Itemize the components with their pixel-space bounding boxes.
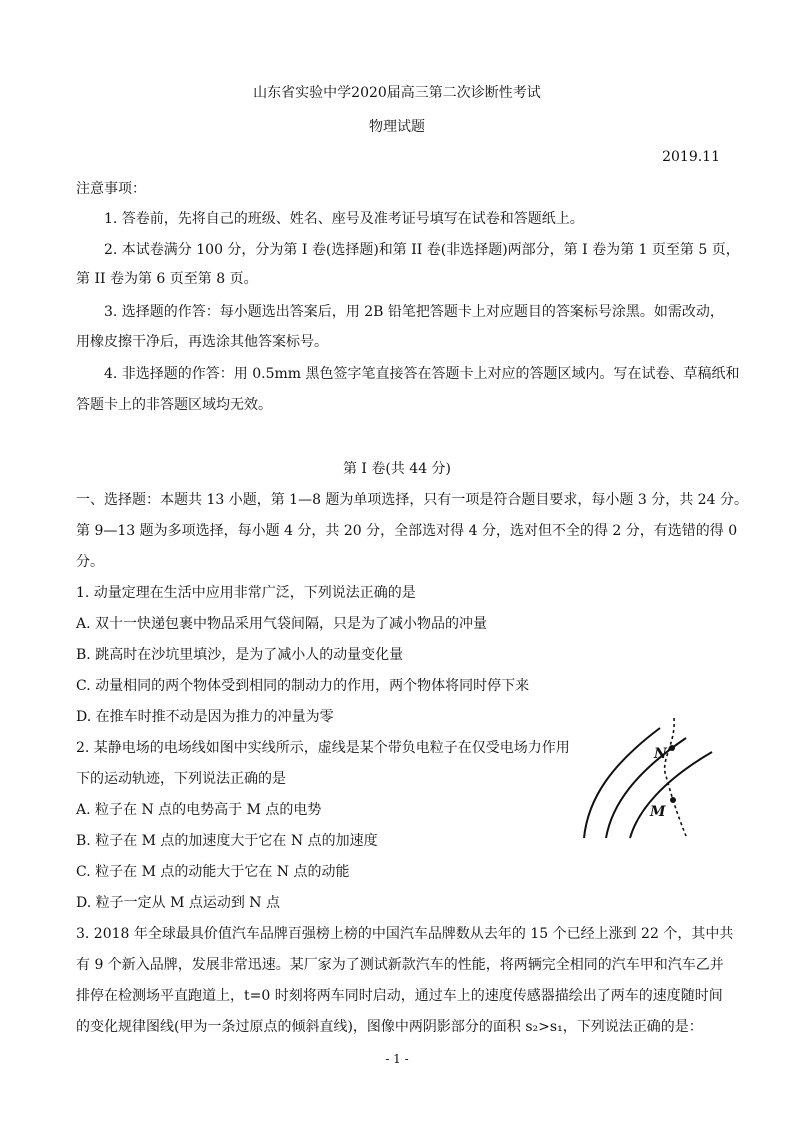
section-title: 第 I 卷(共 44 分) [342, 461, 452, 477]
question-1-option-a: A. 双十一快递包裹中物品采用气袋间隔，只是为了减小物品的冲量 [76, 616, 488, 632]
point-m-marker [670, 797, 676, 803]
field-line-1 [584, 728, 660, 838]
notice-item-4-cont: 答题卡上的非答题区域均无效。 [76, 397, 272, 413]
question-3-stem: 3. 2018 年全球最具价值汽车品牌百强榜上榜的中国汽车品牌数从去年的 15 个已经上涨到 22 个，其中共 [76, 926, 734, 942]
question-1-option-b: B. 跳高时在沙坑里填沙，是为了减小人的动量变化量 [76, 647, 404, 663]
section-instructions-2: 第 9—13 题为多项选择，每小题 4 分，共 20 分，全部选对得 4 分，选对但不全的得 2 分，有选错的得 0 [76, 523, 738, 539]
question-2-stem: 2. 某静电场的电场线如图中实线所示，虚线是某个带负电粒子在仅受电场力作用 [76, 740, 570, 756]
point-m-label: M [650, 804, 666, 820]
question-3-stem-cont-2: 排停在检测场平直跑道上，t=0 时刻将两车同时启动，通过车上的速度传感器描绘出了两车的速度随时间 [76, 988, 723, 1004]
question-2-stem-cont: 下的运动轨迹，下列说法正确的是 [76, 771, 286, 787]
exam-date: 2019.11 [662, 149, 720, 165]
question-2-option-d: D. 粒子一定从 M 点运动到 N 点 [76, 895, 281, 911]
notice-item-3: 3. 选择题的作答：每小题选出答案后，用 2B 铅笔把答题卡上对应题目的答案标号涂黑。如需改动， [104, 304, 724, 320]
exam-subtitle: 物理试题 [369, 119, 425, 135]
section-instructions-1: 一、选择题：本题共 13 小题，第 1—8 题为单项选择，只有一项是符合题目要求，每小题 3 分，共 24 分。 [76, 492, 748, 508]
question-1-option-d: D. 在推车时推不动是因为推力的冲量为零 [76, 709, 334, 725]
question-3-stem-cont-1: 有 9 个新入品牌，发展非常迅速。某厂家为了测试新款汽车的性能，将两辆完全相同的汽车甲和汽车乙并 [76, 957, 724, 973]
notice-item-4: 4. 非选择题的作答：用 0.5mm 黑色签字笔直接答在答题卡上对应的答题区域内。写在试卷、草稿纸和 [104, 366, 740, 382]
notice-item-1: 1. 答卷前，先将自己的班级、姓名、座号及准考证号填写在试卷和答题纸上。 [104, 211, 584, 227]
notice-item-2: 2. 本试卷满分 100 分，分为第 I 卷(选择题)和第 II 卷(非选择题)两部分，第 I 卷为第 1 页至第 5 页， [104, 242, 740, 258]
question-2-option-c: C. 粒子在 M 点的动能大于它在 N 点的动能 [76, 864, 350, 880]
notice-item-3-cont: 用橡皮擦干净后，再选涂其他答案标号。 [76, 334, 328, 350]
notice-item-2-cont: 第 II 卷为第 6 页至第 8 页。 [76, 271, 258, 287]
point-n-marker [669, 745, 675, 751]
question-2-option-a: A. 粒子在 N 点的电势高于 M 点的电势 [76, 802, 322, 818]
point-n-label: N [654, 746, 667, 762]
question-2-option-b: B. 粒子在 M 点的加速度大于它在 N 点的加速度 [76, 833, 378, 849]
question-3-stem-cont-3: 的变化规律图线(甲为一条过原点的倾斜直线)，图像中两阴影部分的面积 s₂>s₁，下列说法正确的是： [76, 1019, 703, 1035]
page-number: - 1 - [385, 1052, 409, 1066]
notice-heading: 注意事项： [76, 181, 146, 197]
exam-title: 山东省实验中学2020届高三第二次诊断性考试 [253, 85, 541, 101]
electric-field-figure [578, 714, 718, 840]
question-1-option-c: C. 动量相同的两个物体受到相同的制动力的作用，两个物体将同时停下来 [76, 678, 530, 694]
question-1-stem: 1. 动量定理在生活中应用非常广泛，下列说法正确的是 [76, 585, 416, 601]
field-line-2 [606, 738, 686, 838]
section-instructions-3: 分。 [76, 554, 104, 570]
